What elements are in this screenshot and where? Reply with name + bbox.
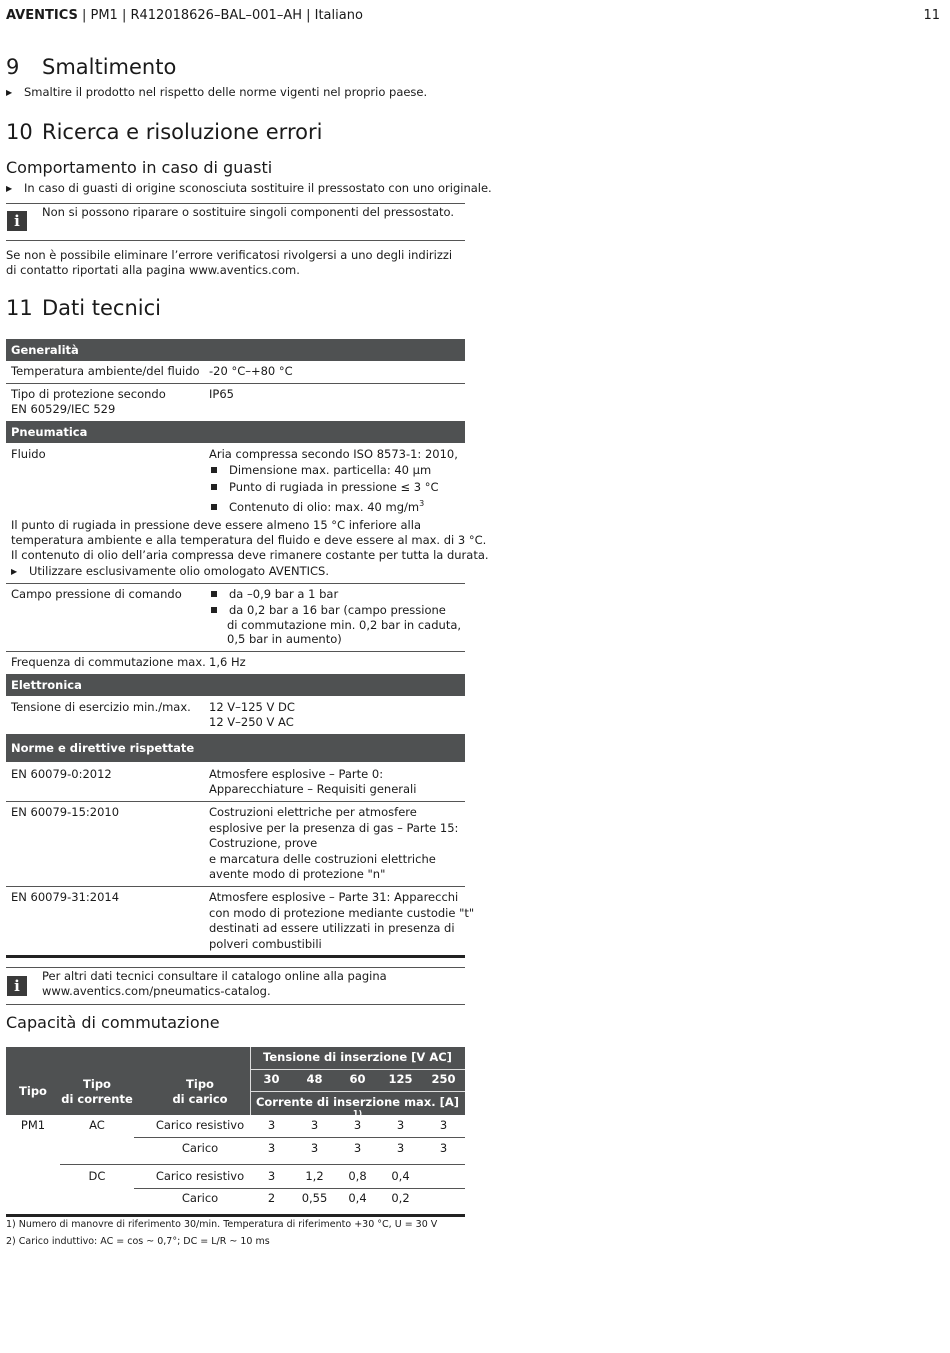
cell-current: 3: [396, 1141, 405, 1155]
bullet-text: da –0,9 bar a 1 bar: [229, 587, 339, 601]
page-number: 11: [923, 8, 940, 23]
cell-current: 2: [267, 1191, 276, 1205]
header-divider: [250, 1091, 465, 1092]
s10-paragraph-line-1: Se non è possibile eliminare l’errore verificatosi rivolgersi a uno degli indirizzi: [6, 248, 453, 262]
cell-current: 1,2: [305, 1169, 324, 1183]
superscript: 3: [419, 499, 425, 508]
temp-label: Temperatura ambiente/del fluido: [11, 364, 200, 378]
hdr-carico-2: di carico: [172, 1092, 228, 1106]
section-9-heading: [6, 55, 176, 79]
bullet-text: Contenuto di olio: max. 40 mg/m: [229, 499, 420, 514]
norm-1-desc-2: Apparecchiature – Requisiti generali: [209, 782, 417, 796]
cell-current: 0,4: [348, 1191, 367, 1205]
cell-current: 3: [439, 1118, 448, 1132]
norm-3-desc-1: Atmosfere esplosive – Parte 31: Apparecchi: [209, 890, 459, 904]
s9-instruction: [6, 85, 427, 100]
norm-3-desc-3: destinati ad essere utilizzati in presenza di: [209, 921, 455, 935]
hdr-volt: 48: [306, 1072, 323, 1086]
norm-3-desc-2: con modo di protezione mediante custodie "t": [209, 906, 475, 920]
cell-current: 3: [353, 1118, 362, 1132]
freq-value: 1,6 Hz: [209, 655, 246, 669]
cell-load-type: Carico resistivo: [155, 1169, 245, 1183]
row-divider: [6, 383, 465, 384]
prot-label-2: EN 60529/IEC 529: [11, 402, 116, 416]
info-icon: i: [7, 211, 27, 231]
cell-current: 3: [353, 1141, 362, 1155]
instruction-text: In caso di guasti di origine sconosciuta sostituire il pressostato con uno originale.: [24, 181, 492, 195]
fluido-note-2: temperatura ambiente e alla temperatura del fluido e deve essere al max. di 3 °C.: [11, 533, 487, 547]
hdr-tensione: Tensione di inserzione [V AC]: [263, 1050, 452, 1064]
s10-paragraph-line-2: di contatto riportati alla pagina www.aventics.com.: [6, 263, 300, 277]
cell-current: 0,4: [391, 1169, 410, 1183]
footnote-2: 2) Carico induttivo: AC = cos ~ 0,7°; DC = L/R ~ 10 ms: [6, 1236, 270, 1247]
divider: [6, 1004, 465, 1005]
cell-pm1: PM1: [20, 1118, 46, 1132]
header-info: | PM1 | R412018626–BAL–001–AH | Italiano: [77, 8, 363, 23]
info-note-line-2: www.aventics.com/pneumatics-catalog.: [42, 984, 271, 998]
cell-dc: DC: [88, 1169, 106, 1183]
section-number: 9: [6, 55, 20, 79]
cell-current: 3: [267, 1169, 276, 1183]
hdr-volt: 60: [349, 1072, 366, 1086]
section-title: Smaltimento: [42, 55, 177, 79]
cell-current: 3: [310, 1141, 319, 1155]
campo-bullet-1: [209, 587, 338, 603]
arrow-bullet-icon: ▶: [6, 184, 13, 193]
campo-label: Campo pressione di comando: [11, 587, 182, 601]
norm-2-desc-3: Costruzione, prove: [209, 836, 318, 850]
tens-value-1: 12 V–125 V DC: [209, 700, 295, 714]
arrow-bullet-icon: ▶: [11, 567, 18, 576]
fluido-bullet-1: [209, 463, 431, 479]
norm-3-label: EN 60079-31:2014: [11, 890, 120, 904]
square-bullet-icon: [211, 467, 217, 473]
campo-bullet-2-line-3: 0,5 bar in aumento): [227, 632, 342, 646]
fluido-note-3: Il contenuto di olio dell’aria compressa deve rimanere costante per tutta la durata.: [11, 548, 489, 562]
footnote-1: 1) Numero di manovre di riferimento 30/min. Temperatura di riferimento +30 °C, U = 30 V: [6, 1219, 438, 1230]
campo-bullet-2-line-2: di commutazione min. 0,2 bar in caduta,: [227, 618, 462, 632]
cap-heading: Capacità di commutazione: [6, 1013, 220, 1032]
row-divider: [60, 1164, 465, 1165]
info-note: Non si possono riparare o sostituire singoli componenti del pressostato.: [42, 205, 455, 219]
s10-instruction: [6, 181, 492, 196]
s10-subtitle: Comportamento in caso di guasti: [6, 158, 273, 177]
cell-ac: AC: [89, 1118, 105, 1132]
divider: [6, 967, 465, 968]
band-generalita: Generalità: [6, 339, 465, 361]
cell-load-type: Carico: [181, 1141, 219, 1155]
hdr-corrente-max-text: Corrente di inserzione max. [A]: [255, 1095, 460, 1109]
bullet-text: Dimensione max. particella: 40 µm: [229, 463, 432, 477]
fluido-note-4: [11, 564, 329, 580]
table-end-rule: [6, 1214, 465, 1217]
norm-1-desc-1: Atmosfere esplosive – Parte 0:: [209, 767, 384, 781]
arrow-bullet-icon: ▶: [6, 88, 13, 97]
cell-current: 0,8: [348, 1169, 367, 1183]
norm-2-desc-1: Costruzioni elettriche per atmosfere: [209, 805, 417, 819]
cell-current: 3: [267, 1141, 276, 1155]
norm-2-desc-4: e marcatura delle costruzioni elettriche: [209, 852, 436, 866]
square-bullet-icon: [211, 607, 217, 613]
bullet-text: da 0,2 bar a 16 bar (campo pressione: [229, 603, 446, 617]
footnote-ref: 1): [352, 1109, 363, 1118]
row-divider: [6, 651, 465, 652]
table-end-rule: [6, 955, 465, 958]
norm-2-label: EN 60079-15:2010: [11, 805, 120, 819]
fluido-label: Fluido: [11, 447, 46, 461]
brand-name: AVENTICS: [6, 8, 78, 23]
band-elettronica: Elettronica: [6, 674, 465, 696]
norm-3-desc-4: polveri combustibili: [209, 937, 322, 951]
info-icon: i: [7, 976, 27, 996]
norm-2-desc-2: esplosive per la presenza di gas – Parte 15:: [209, 821, 459, 835]
hdr-tipo: Tipo: [19, 1084, 47, 1098]
tens-value-2: 12 V–250 V AC: [209, 715, 294, 729]
info-note-line-1: Per altri dati tecnici consultare il catalogo online alla pagina: [42, 969, 387, 983]
cell-load-type: Carico: [181, 1191, 219, 1205]
hdr-volt: 30: [263, 1072, 280, 1086]
cell-current: 3: [439, 1141, 448, 1155]
instruction-text: Utilizzare esclusivamente olio omologato AVENTICS.: [29, 564, 329, 578]
section-10-heading: [6, 120, 322, 144]
fluido-note-1: Il punto di rugiada in pressione deve essere almeno 15 °C inferiore alla: [11, 518, 421, 532]
cell-current: 0,55: [301, 1191, 328, 1205]
campo-bullet-2: [209, 603, 446, 619]
hdr-volt: 250: [431, 1072, 456, 1086]
instruction-text: Smaltire il prodotto nel rispetto delle norme vigenti nel proprio paese.: [24, 85, 428, 99]
hdr-corrente-2: di corrente: [61, 1092, 133, 1106]
divider: [6, 203, 465, 204]
cell-current: 0,2: [391, 1191, 410, 1205]
norm-2-desc-5: avente modo di protezione "n": [209, 867, 386, 881]
band-norme: Norme e direttive rispettate: [6, 734, 465, 762]
section-title: Ricerca e risoluzione errori: [42, 120, 323, 144]
row-divider: [6, 801, 465, 802]
fluido-bullet-3: [209, 496, 424, 515]
square-bullet-icon: [211, 504, 217, 510]
temp-value: -20 °C–+80 °C: [209, 364, 293, 378]
cell-current: 3: [267, 1118, 276, 1132]
section-title: Dati tecnici: [42, 296, 162, 320]
running-header: [6, 8, 363, 23]
section-number: 10: [6, 120, 33, 144]
hdr-volt: 125: [388, 1072, 413, 1086]
tens-label: Tensione di esercizio min./max.: [11, 700, 191, 714]
cell-load-type: Carico resistivo: [155, 1118, 245, 1132]
prot-label-1: Tipo di protezione secondo: [11, 387, 166, 401]
header-divider: [250, 1069, 465, 1070]
row-divider: [134, 1137, 465, 1138]
row-divider: [6, 886, 465, 887]
section-11-heading: [6, 296, 161, 320]
divider: [6, 240, 465, 241]
norm-1-label: EN 60079-0:2012: [11, 767, 112, 781]
section-number: 11: [6, 296, 33, 320]
row-divider: [6, 583, 465, 584]
cell-current: 3: [396, 1118, 405, 1132]
cell-current: 3: [310, 1118, 319, 1132]
hdr-corrente-1: Tipo: [83, 1077, 111, 1091]
fluido-value: Aria compressa secondo ISO 8573-1: 2010,: [209, 447, 458, 461]
square-bullet-icon: [211, 591, 217, 597]
square-bullet-icon: [211, 484, 217, 490]
band-pneumatica: Pneumatica: [6, 421, 465, 443]
bullet-text: Punto di rugiada in pressione ≤ 3 °C: [229, 480, 439, 494]
prot-value: IP65: [209, 387, 234, 401]
fluido-bullet-2: [209, 480, 439, 496]
hdr-carico-1: Tipo: [186, 1077, 214, 1091]
row-divider: [134, 1188, 465, 1189]
freq-label: Frequenza di commutazione max.: [11, 655, 206, 669]
